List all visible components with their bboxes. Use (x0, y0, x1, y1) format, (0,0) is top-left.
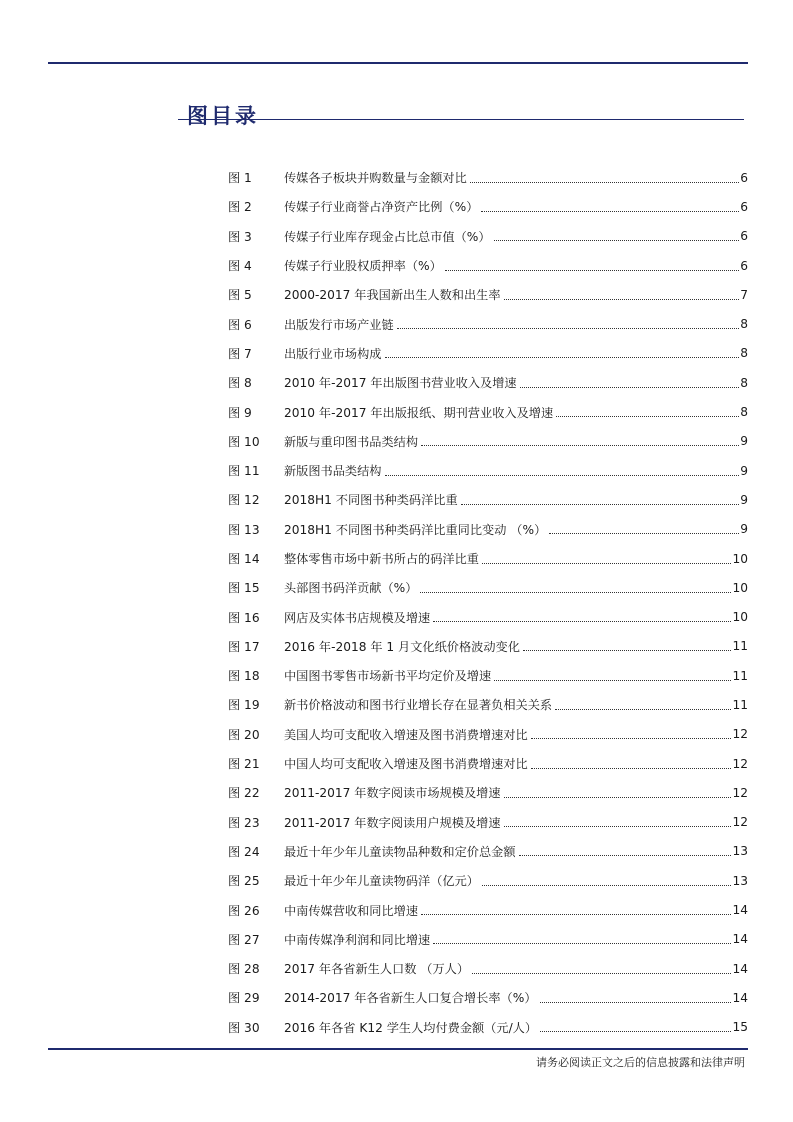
toc-dot-leader (555, 709, 731, 710)
footer-rule (48, 1048, 748, 1050)
toc-entry-number: 图 8 (228, 376, 252, 391)
toc-entry-title: 出版发行市场产业链 (284, 317, 394, 332)
toc-entry-title: 2010 年-2017 年出版图书营业收入及增速 (284, 376, 517, 391)
toc-entry-page: 12 (732, 785, 748, 800)
toc-entry-page: 9 (740, 522, 748, 537)
toc-entry[interactable] (228, 192, 748, 221)
toc-dot-leader (433, 621, 731, 622)
toc-entry-title: 中国人均可支配收入增速及图书消费增速对比 (284, 757, 528, 772)
toc-dot-leader (531, 768, 732, 769)
toc-entry-title: 传媒各子板块并购数量与金额对比 (284, 171, 467, 186)
toc-entry-title: 出版行业市场构成 (284, 346, 382, 361)
toc-entry-page: 14 (732, 961, 748, 976)
toc-entry-page: 6 (740, 170, 748, 185)
toc-entry-number: 图 30 (228, 1020, 260, 1035)
toc-entry-title: 新版与重印图书品类结构 (284, 434, 419, 449)
toc-entry-number: 图 15 (228, 581, 260, 596)
toc-dot-leader (519, 855, 732, 856)
toc-entry[interactable] (228, 397, 748, 426)
toc-entry[interactable] (228, 163, 748, 192)
toc-entry[interactable] (228, 895, 748, 924)
toc-entry-page: 15 (732, 1020, 748, 1035)
toc-entry[interactable] (228, 427, 748, 456)
toc-entry-title: 最近十年少年儿童读物品种数和定价总金额 (284, 844, 516, 859)
toc-entry-page: 14 (732, 990, 748, 1005)
toc-entry-page: 13 (732, 844, 748, 859)
toc-dot-leader (482, 885, 731, 886)
toc-entry-page: 11 (732, 639, 748, 654)
toc-entry[interactable] (228, 661, 748, 690)
toc-dot-leader (482, 563, 731, 564)
toc-dot-leader (504, 299, 740, 300)
toc-entry-number: 图 20 (228, 727, 260, 742)
toc-entry-title: 中南传媒营收和同比增速 (284, 903, 419, 918)
toc-entry-page: 14 (732, 903, 748, 918)
toc-entry[interactable] (228, 837, 748, 866)
toc-entry-number: 图 2 (228, 200, 252, 215)
toc-entry-page: 10 (732, 580, 748, 595)
toc-entry[interactable] (228, 515, 748, 544)
toc-entry-title: 美国人均可支配收入增速及图书消费增速对比 (284, 727, 528, 742)
toc-dot-leader (420, 592, 731, 593)
toc-entry-page: 12 (732, 815, 748, 830)
toc-entry-number: 图 26 (228, 903, 260, 918)
toc-entry-title: 传媒子行业股权质押率（%） (284, 259, 442, 274)
toc-entry-page: 8 (740, 346, 748, 361)
toc-dot-leader (549, 533, 739, 534)
footer-disclaimer: 请务必阅读正文之后的信息披露和法律声明 (536, 1056, 745, 1069)
toc-entry-title: 整体零售市场中新书所占的码洋比重 (284, 552, 479, 566)
toc-entry-title: 最近十年少年儿童读物码洋（亿元） (284, 874, 479, 889)
toc-entry-number: 图 5 (228, 288, 252, 303)
toc-dot-leader (531, 738, 732, 739)
toc-entry-title: 2014-2017 年各省新生人口复合增长率（%） (284, 991, 537, 1006)
toc-entry[interactable] (228, 573, 748, 602)
toc-dot-leader (385, 475, 740, 476)
toc-entry-page: 6 (740, 199, 748, 214)
toc-entry[interactable] (228, 925, 748, 954)
toc-entry-page: 7 (740, 287, 748, 302)
toc-dot-leader (504, 826, 732, 827)
toc-entry[interactable] (228, 1013, 748, 1042)
toc-entry-page: 8 (740, 405, 748, 420)
toc-entry-number: 图 6 (228, 317, 252, 332)
toc-entry[interactable] (228, 983, 748, 1012)
toc-dot-leader (540, 1002, 732, 1003)
toc-entry-title: 2011-2017 年数字阅读市场规模及增速 (284, 786, 501, 801)
toc-entry-number: 图 10 (228, 434, 260, 449)
toc-entry-title: 2000-2017 年我国新出生人数和出生率 (284, 288, 501, 303)
title-underline (178, 119, 744, 120)
toc-entry-number: 图 16 (228, 610, 260, 625)
toc-entry-page: 12 (732, 756, 748, 771)
toc-dot-leader (385, 357, 740, 358)
toc-dot-leader (481, 211, 739, 212)
toc-entry-page: 14 (732, 932, 748, 947)
toc-entry-page: 6 (740, 258, 748, 273)
toc-entry-page: 13 (732, 873, 748, 888)
toc-entry[interactable] (228, 339, 748, 368)
toc-entry[interactable] (228, 690, 748, 719)
toc-dot-leader (494, 240, 740, 241)
toc-entry-page: 8 (740, 375, 748, 390)
toc-entry-number: 图 11 (228, 464, 260, 479)
toc-dot-leader (520, 387, 740, 388)
toc-dot-leader (494, 680, 731, 681)
toc-entry[interactable] (228, 778, 748, 807)
toc-entry-number: 图 25 (228, 874, 260, 889)
toc-entry-page: 11 (732, 697, 748, 712)
toc-dot-leader (470, 182, 739, 183)
toc-entry-title: 网店及实体书店规模及增速 (284, 610, 431, 625)
toc-entry-number: 图 18 (228, 669, 260, 684)
toc-entry[interactable] (228, 485, 748, 514)
toc-entry-page: 10 (732, 610, 748, 625)
toc-entry-number: 图 3 (228, 229, 252, 244)
toc-entry-number: 图 17 (228, 639, 260, 654)
toc-entry-page: 10 (732, 551, 748, 566)
toc-dot-leader (472, 973, 731, 974)
toc-entry-number: 图 7 (228, 346, 252, 361)
toc-dot-leader (556, 416, 739, 417)
toc-entry-page: 6 (740, 229, 748, 244)
toc-entry-title: 2018H1 不同图书种类码洋比重同比变动 （%） (284, 522, 547, 537)
toc-entry-title: 中南传媒净利润和同比增速 (284, 932, 431, 947)
toc-entry-number: 图 13 (228, 522, 260, 537)
toc-dot-leader (461, 504, 740, 505)
toc-entry-number: 图 24 (228, 844, 260, 859)
toc-entry[interactable] (228, 544, 748, 573)
toc-entry[interactable] (228, 602, 748, 631)
toc-entry[interactable] (228, 251, 748, 280)
header-rule (48, 62, 748, 64)
page-title: 图目录 (187, 104, 259, 129)
toc-dot-leader (433, 943, 731, 944)
toc-entry-title: 中国图书零售市场新书平均定价及增速 (284, 669, 492, 684)
toc-entry[interactable] (228, 749, 748, 778)
toc-entry[interactable] (228, 632, 748, 661)
toc-entry-title: 2018H1 不同图书种类码洋比重 (284, 493, 458, 508)
toc-entry-page: 11 (732, 668, 748, 683)
toc-entry-number: 图 1 (228, 171, 252, 186)
toc-entry-number: 图 4 (228, 259, 252, 274)
toc-entry-number: 图 23 (228, 815, 260, 830)
figure-index-list (228, 163, 748, 1042)
toc-entry-number: 图 19 (228, 698, 260, 713)
toc-entry-title: 2016 年各省 K12 学生人均付费金额（元/人） (284, 1020, 538, 1035)
toc-entry-number: 图 29 (228, 991, 260, 1006)
toc-entry-page: 9 (740, 492, 748, 507)
toc-entry-title: 头部图书码洋贡献（%） (284, 581, 418, 596)
toc-entry-title: 2017 年各省新生人口数 （万人） (284, 962, 470, 977)
toc-entry-title: 新版图书品类结构 (284, 464, 382, 479)
toc-dot-leader (523, 650, 732, 651)
toc-entry-title: 新书价格波动和图书行业增长存在显著负相关关系 (284, 698, 553, 713)
toc-entry-title: 传媒子行业库存现金占比总市值（%） (284, 229, 491, 244)
toc-entry-page: 9 (740, 434, 748, 449)
toc-entry-page: 12 (732, 727, 748, 742)
toc-entry-number: 图 21 (228, 757, 260, 772)
toc-entry[interactable] (228, 309, 748, 338)
toc-entry-number: 图 27 (228, 932, 260, 947)
toc-entry[interactable] (228, 280, 748, 309)
toc-entry-title: 2010 年-2017 年出版报纸、期刊营业收入及增速 (284, 405, 554, 420)
toc-entry[interactable] (228, 808, 748, 837)
toc-entry-page: 9 (740, 463, 748, 478)
toc-entry[interactable] (228, 720, 748, 749)
toc-entry[interactable] (228, 456, 748, 485)
toc-dot-leader (421, 445, 739, 446)
toc-dot-leader (540, 1031, 731, 1032)
toc-entry[interactable] (228, 222, 748, 251)
toc-entry-title: 2016 年-2018 年 1 月文化纸价格波动变化 (284, 639, 520, 654)
toc-entry-number: 图 28 (228, 962, 260, 977)
toc-entry-title: 2011-2017 年数字阅读用户规模及增速 (284, 815, 501, 830)
toc-entry-number: 图 14 (228, 552, 260, 566)
toc-entry-title: 传媒子行业商誉占净资产比例（%） (284, 200, 479, 215)
toc-entry-number: 图 9 (228, 405, 252, 420)
toc-dot-leader (397, 328, 740, 329)
toc-dot-leader (504, 797, 732, 798)
toc-entry[interactable] (228, 866, 748, 895)
toc-entry-number: 图 12 (228, 493, 260, 508)
toc-entry-number: 图 22 (228, 786, 260, 801)
toc-dot-leader (445, 270, 739, 271)
toc-entry[interactable] (228, 368, 748, 397)
toc-entry[interactable] (228, 954, 748, 983)
toc-dot-leader (421, 914, 731, 915)
toc-entry-page: 8 (740, 317, 748, 332)
